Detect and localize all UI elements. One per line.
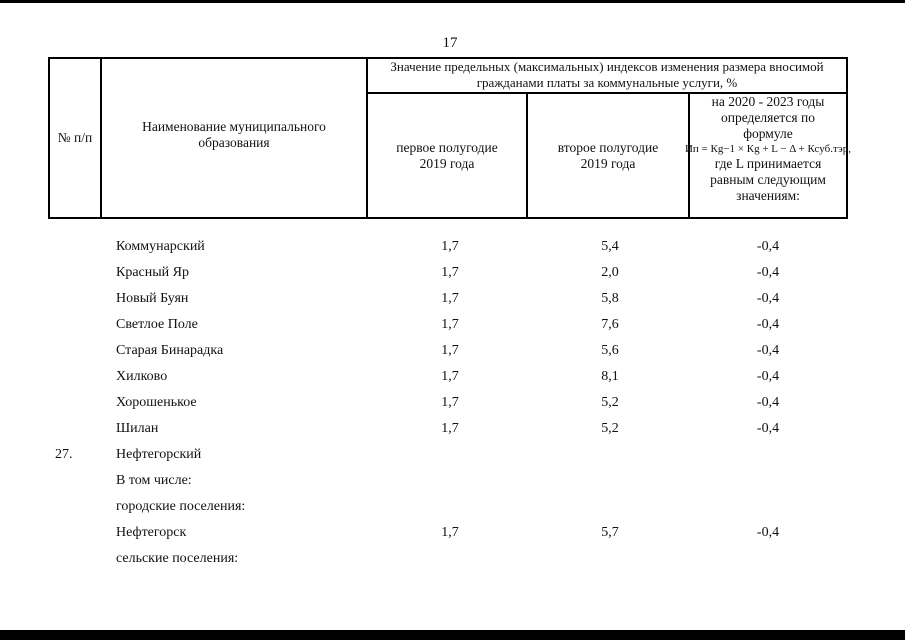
table-row <box>0 523 905 549</box>
row-value-h2: 5,6 <box>601 343 619 358</box>
row-name: Хилково <box>116 369 168 384</box>
row-value-l: -0,4 <box>756 525 780 540</box>
table-row <box>0 263 905 289</box>
row-value-h1: 1,7 <box>441 239 459 254</box>
row-value-h2: 5,8 <box>601 291 619 306</box>
row-value-h1: 1,7 <box>441 265 459 280</box>
row-name: городские поселения: <box>116 499 246 514</box>
row-name: Новый Буян <box>116 291 189 306</box>
row-value-h2: 8,1 <box>601 369 619 384</box>
row-name: Хорошенькое <box>116 395 197 410</box>
row-value-h2: 2,0 <box>601 265 619 280</box>
row-name: В том числе: <box>116 473 192 488</box>
table-row <box>0 549 905 575</box>
row-value-h1: 1,7 <box>441 369 459 384</box>
row-value-h2: 5,2 <box>601 395 619 410</box>
header-divider-num <box>100 57 102 219</box>
header-col-h3-top: на 2020 - 2023 годы определяется по формуле <box>711 94 825 141</box>
table-row <box>0 471 905 497</box>
table-row <box>0 289 905 315</box>
header-col-h3 <box>684 94 852 217</box>
header-col-name: Наименование муниципального образования <box>142 119 326 150</box>
row-name: сельские поселения: <box>116 551 239 566</box>
row-name: Красный Яр <box>116 265 189 280</box>
row-name: Старая Бинарадка <box>116 343 224 358</box>
scan-top-edge <box>0 0 905 3</box>
row-value-h2: 5,2 <box>601 421 619 436</box>
row-name: Нефтегорский <box>116 447 202 462</box>
row-value-l: -0,4 <box>756 343 780 358</box>
table-row <box>0 419 905 445</box>
table-row <box>0 315 905 341</box>
row-value-l: -0,4 <box>756 291 780 306</box>
table-row <box>0 497 905 523</box>
table-row <box>0 445 905 471</box>
row-value-l: -0,4 <box>756 369 780 384</box>
row-value-l: -0,4 <box>756 421 780 436</box>
header-divider-h1 <box>526 93 528 219</box>
header-divider-name <box>366 57 368 219</box>
header-col-group: Значение предельных (максимальных) индексов изменения размера вносимой гражданами платы за коммунальные услуги, % <box>390 59 824 90</box>
row-name: Коммунарский <box>116 239 205 254</box>
row-number: 27. <box>55 447 73 462</box>
row-name: Светлое Поле <box>116 317 198 332</box>
table-row <box>0 341 905 367</box>
header-border-right <box>846 57 848 219</box>
row-name: Нефтегорск <box>116 525 187 540</box>
header-col-num: № п/п <box>57 130 93 145</box>
row-value-h1: 1,7 <box>441 291 459 306</box>
header-col-h3-formula: Ип = Кg−1 × Кg + L − Δ + Ксуб.тэр, <box>684 143 852 155</box>
scan-bottom-edge <box>0 630 905 640</box>
header-col-h2: второе полугодие 2019 года <box>557 140 659 171</box>
table-row <box>0 237 905 263</box>
row-value-l: -0,4 <box>756 317 780 332</box>
row-value-l: -0,4 <box>756 265 780 280</box>
table-row <box>0 393 905 419</box>
row-value-h1: 1,7 <box>441 317 459 332</box>
row-value-l: -0,4 <box>756 395 780 410</box>
header-border-bottom <box>48 217 848 219</box>
header-divider-h2 <box>688 93 690 219</box>
row-value-h2: 5,7 <box>601 525 619 540</box>
header-col-h1: первое полугодие 2019 года <box>396 140 498 171</box>
row-value-h1: 1,7 <box>441 525 459 540</box>
row-value-h2: 7,6 <box>601 317 619 332</box>
row-value-h1: 1,7 <box>441 421 459 436</box>
page-number: 17 <box>442 35 458 51</box>
row-value-h2: 5,4 <box>601 239 619 254</box>
row-value-l: -0,4 <box>756 239 780 254</box>
table-header <box>48 57 852 219</box>
row-value-h1: 1,7 <box>441 343 459 358</box>
table-row <box>0 367 905 393</box>
row-value-h1: 1,7 <box>441 395 459 410</box>
header-col-h3-bottom: где L принимается равным следующим значениям: <box>710 156 826 203</box>
row-name: Шилан <box>116 421 159 436</box>
